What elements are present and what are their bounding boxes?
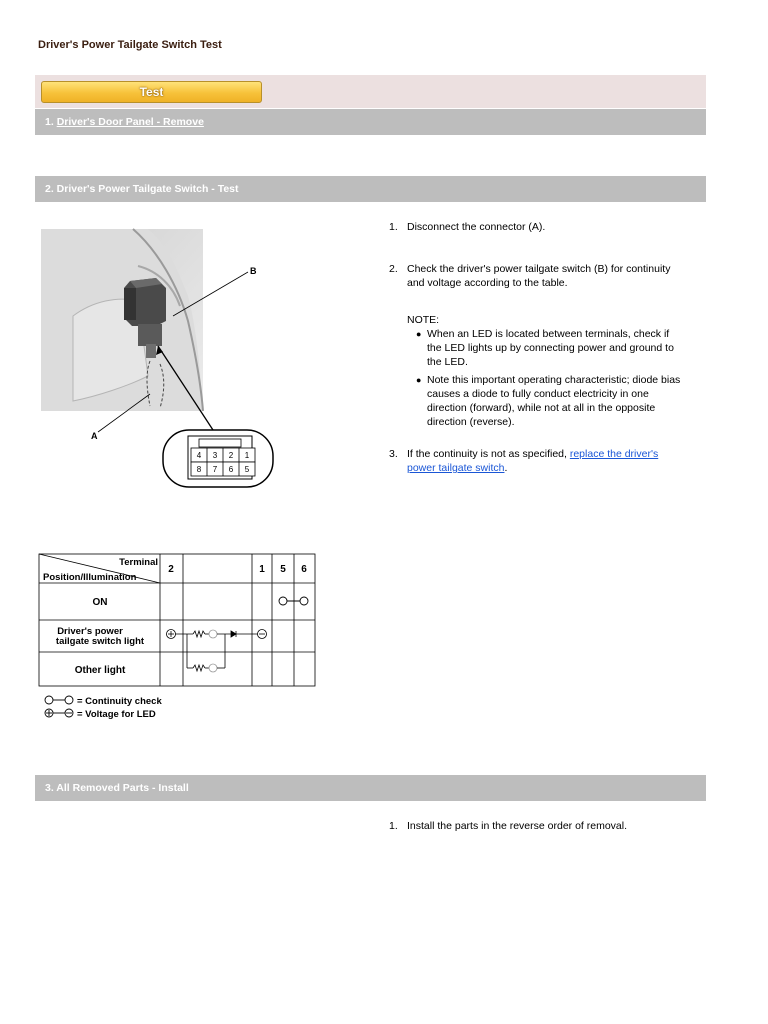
note-bullet-1-text — [427, 327, 702, 369]
note-label: NOTE: — [407, 314, 440, 326]
page-title: Driver's Power Tailgate Switch Test — [38, 39, 222, 51]
bullet-icon: ● — [416, 375, 422, 385]
callout-a: A — [91, 431, 98, 441]
callout-b: B — [250, 266, 257, 276]
note-bullet-2-line-3: direction (forward), while not at all in the opposite — [427, 402, 656, 414]
step-1-number: 1. — [389, 221, 398, 233]
step-1-text: Disconnect the connector (A). — [407, 221, 546, 233]
row-other-light-label: Other light — [74, 665, 126, 676]
section-2-title: 2. Driver's Power Tailgate Switch - Test — [45, 183, 239, 195]
col-terminal-6: 6 — [301, 564, 307, 575]
pin-4: 4 — [196, 451, 202, 460]
row-on-label: ON — [92, 597, 108, 608]
col-terminal-2: 2 — [168, 564, 174, 575]
header-position: Position/Illumination — [43, 572, 137, 583]
legend-continuity-text: = Continuity check — [77, 696, 162, 707]
pin-8: 8 — [196, 465, 202, 474]
step-2-line-2: and voltage according to the table. — [407, 277, 568, 289]
note-bullet-2-line-2: causes a diode to fully conduct electricity in one — [427, 388, 649, 400]
pin-2: 2 — [228, 451, 234, 460]
section-1-link[interactable]: Driver's Door Panel - Remove — [56, 116, 204, 128]
note-bullet-1-line-3: the LED. — [427, 356, 468, 368]
replace-switch-link-continued[interactable]: power tailgate switch — [407, 462, 505, 474]
step-3-text — [407, 447, 699, 475]
test-tab[interactable]: Test — [41, 81, 262, 103]
voltage-legend-icon — [45, 709, 73, 717]
pin-1: 1 — [244, 451, 250, 460]
col-terminal-1: 1 — [259, 564, 265, 575]
continuity-legend-icon — [45, 696, 73, 704]
note-bullet-2-line-4: direction (reverse). — [427, 416, 515, 428]
step-3-text-start: If the continuity is not as specified, — [407, 448, 570, 460]
install-step-1-text: Install the parts in the reverse order of removal. — [407, 820, 628, 832]
pin-3: 3 — [212, 451, 218, 460]
other-light-circuit-symbol — [187, 664, 225, 672]
section-3-title: 3. All Removed Parts - Install — [45, 782, 189, 794]
pin-6: 6 — [228, 465, 234, 474]
section-1-number: 1. — [45, 116, 54, 128]
on-continuity-symbol — [279, 597, 308, 605]
step-3-number: 3. — [389, 448, 398, 460]
install-step-1-number: 1. — [389, 820, 398, 832]
step-3-text-end: . — [504, 462, 508, 474]
legend-voltage-text: = Voltage for LED — [77, 709, 156, 720]
step-2-line-1: Check the driver's power tailgate switch (B) for continuity — [407, 263, 671, 275]
note-bullet-2-text — [427, 373, 702, 429]
note-bullet-1-line-1: When an LED is located between terminals, check if — [427, 328, 670, 340]
col-terminal-5: 5 — [280, 564, 286, 575]
section-header-3 — [35, 775, 706, 801]
note-bullet-1-line-2: the LED lights up by connecting power and ground to — [427, 342, 674, 354]
switch-location-illustration — [38, 226, 288, 496]
switch-light-circuit-symbol — [167, 630, 267, 669]
bullet-icon: ● — [416, 329, 422, 339]
row-switch-light-label-1: Driver's power — [57, 626, 123, 637]
pin-5: 5 — [244, 465, 250, 474]
note-bullet-2-line-1: Note this important operating characteristic; diode bias — [427, 374, 681, 386]
pin-7: 7 — [212, 465, 218, 474]
continuity-table — [38, 553, 318, 728]
header-terminal: Terminal — [119, 557, 158, 568]
connector-pin-grid — [191, 448, 255, 476]
section-header-2 — [35, 176, 706, 202]
step-2-text — [407, 262, 699, 290]
row-switch-light-label-2: tailgate switch light — [55, 636, 145, 647]
section-header-1 — [35, 109, 706, 135]
step-2-number: 2. — [389, 263, 398, 275]
replace-switch-link[interactable]: replace the driver's — [569, 448, 659, 460]
